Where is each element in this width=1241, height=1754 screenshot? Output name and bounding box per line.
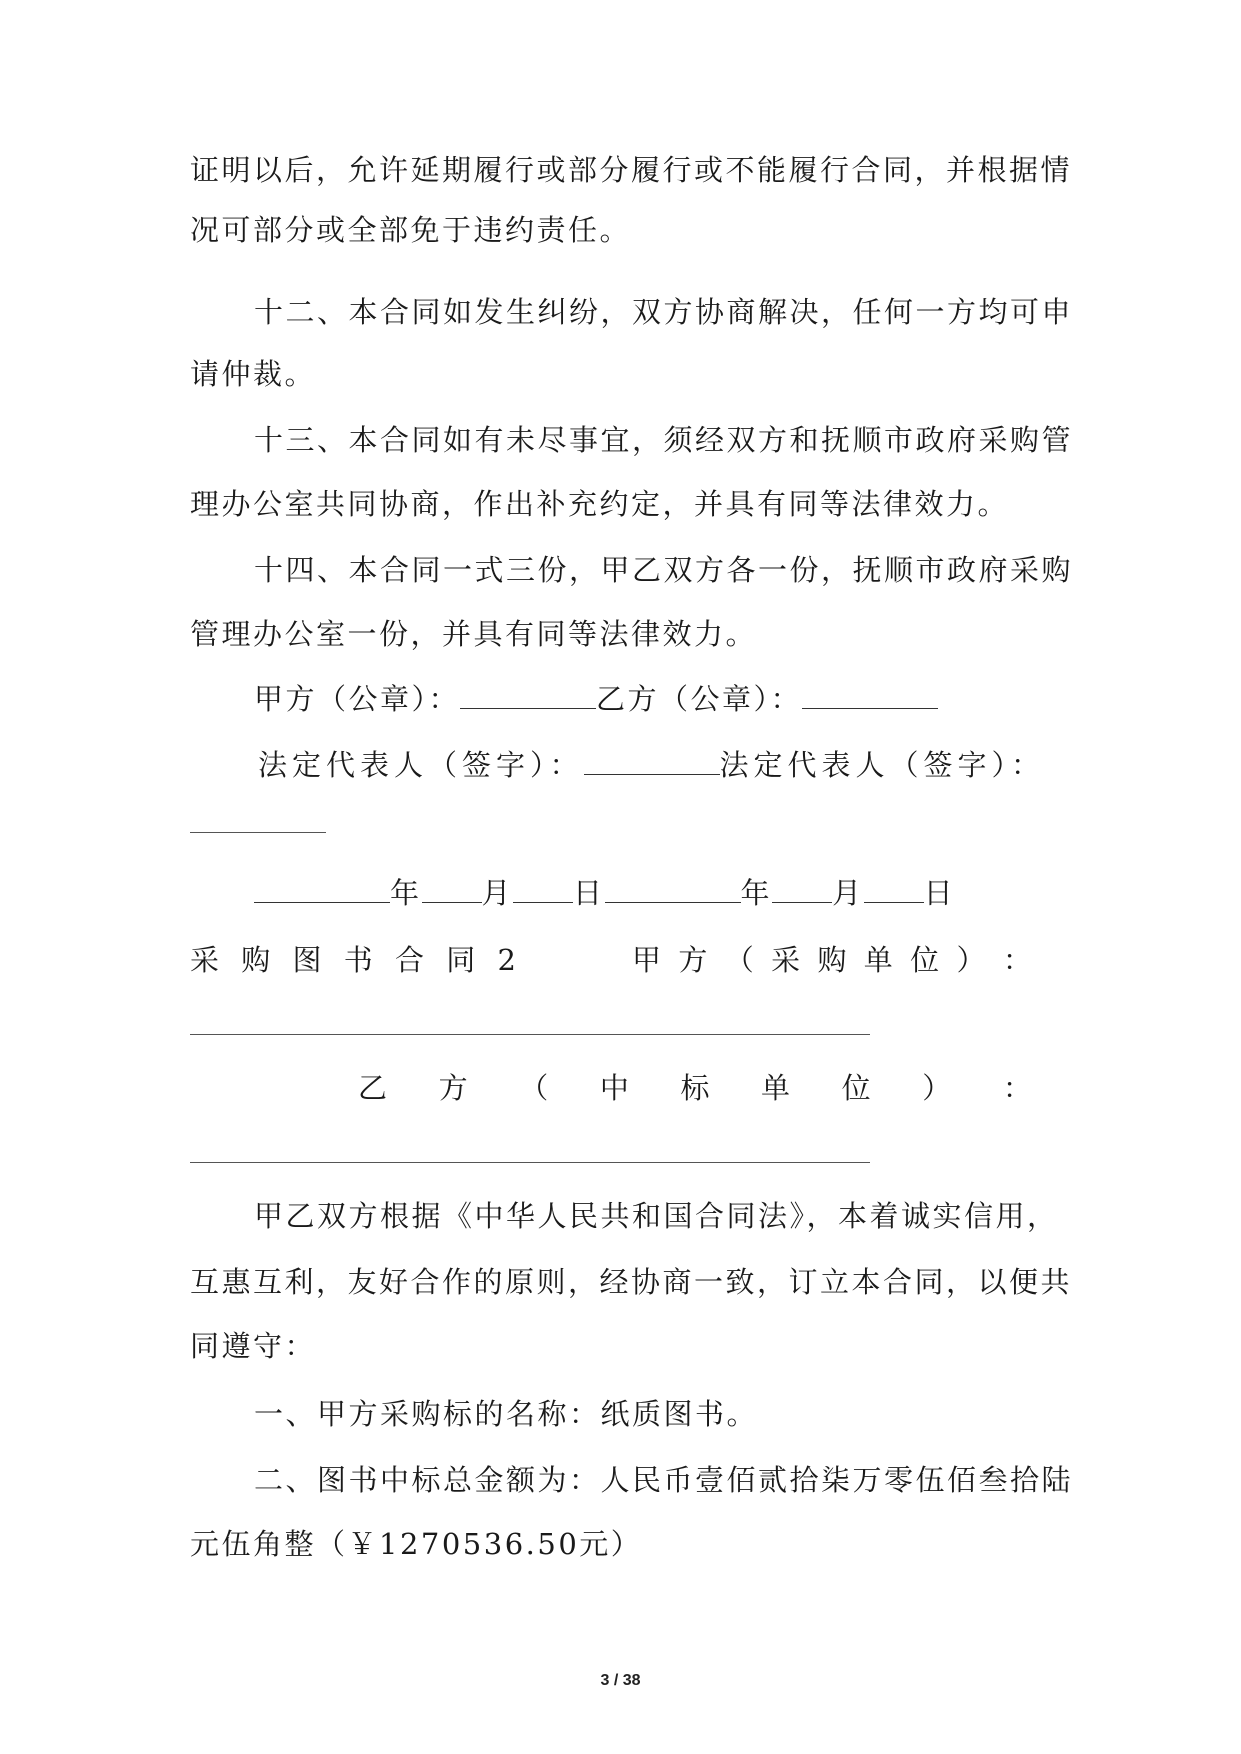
party-b-seal-label: 乙方（公章）： xyxy=(596,682,803,716)
year-b-label: 年 xyxy=(740,876,773,910)
year-a-label: 年 xyxy=(390,876,422,910)
clause-14-line-1: 十四、本合同一式三份，甲乙双方各一份，抚顺市政府采购 xyxy=(254,553,1074,587)
party-b-winner-blank xyxy=(190,1162,870,1163)
date-line xyxy=(254,872,1054,913)
legal-rep-a-label: 法定代表人（签字）： xyxy=(258,748,584,782)
party-a-seal-label: 甲方（公章）： xyxy=(254,682,461,716)
day-b-label: 日 xyxy=(923,876,956,910)
paragraph-11-line-2: 况可部分或全部免于违约责任。 xyxy=(190,213,632,247)
party-b-winner-label: 乙 方 （ 中 标 单 位 ） ： xyxy=(358,1071,1032,1105)
party-b-seal-blank xyxy=(802,678,938,709)
clause-14-line-2: 管理办公室一份，并具有同等法律效力。 xyxy=(190,617,758,651)
day-a-blank xyxy=(513,872,573,903)
clause-12-line-2: 请仲裁。 xyxy=(190,357,317,391)
party-a-purchaser-blank xyxy=(190,1034,870,1035)
contract-2-item-2-line-1: 二、图书中标总金额为：人民币壹佰贰拾柒万零伍佰叁拾陆 xyxy=(254,1463,1074,1497)
clause-13-line-1: 十三、本合同如有未尽事宜，须经双方和抚顺市政府采购管 xyxy=(254,423,1074,457)
month-b-label: 月 xyxy=(832,876,864,910)
month-a-blank xyxy=(422,872,482,903)
clause-12-line-1: 十二、本合同如发生纠纷，双方协商解决，任何一方均可申 xyxy=(254,295,1074,329)
legal-rep-line xyxy=(258,744,1058,785)
contract-2-item-2-line-2: 元伍角整（￥1270536.50元） xyxy=(190,1527,643,1561)
contract-2-intro-line-3: 同遵守： xyxy=(190,1329,317,1363)
day-a-label: 日 xyxy=(573,876,605,910)
legal-rep-b-blank xyxy=(190,832,326,833)
contract-2-intro-line-1: 甲乙双方根据《中华人民共和国合同法》，本着诚实信用， xyxy=(254,1199,1059,1233)
paragraph-11-line-1: 证明以后，允许延期履行或部分履行或不能履行合同，并根据情 xyxy=(190,153,1073,187)
month-b-blank xyxy=(772,872,832,903)
year-b-blank xyxy=(605,872,741,903)
day-b-blank xyxy=(864,872,924,903)
contract-2-item-1: 一、甲方采购标的名称：纸质图书。 xyxy=(254,1397,759,1431)
contract-2-intro-line-2: 互惠互利，友好合作的原则，经协商一致，订立本合同，以便共 xyxy=(190,1265,1073,1299)
clause-13-line-2: 理办公室共同协商，作出补充约定，并具有同等法律效力。 xyxy=(190,487,1010,521)
month-a-label: 月 xyxy=(481,876,514,910)
legal-rep-b-label: 法定代表人（签字）： xyxy=(719,748,1046,782)
party-a-seal-blank xyxy=(460,678,596,709)
legal-rep-a-blank xyxy=(584,744,720,775)
seal-line xyxy=(254,678,1054,719)
party-a-purchaser-label: 甲 方 （ 采 购 单 位 ） ： xyxy=(632,943,1032,977)
year-a-blank xyxy=(254,872,390,903)
page-number: 3 / 38 xyxy=(600,1672,641,1689)
contract-2-title: 采 购 图 书 合 同 2 xyxy=(190,943,516,977)
